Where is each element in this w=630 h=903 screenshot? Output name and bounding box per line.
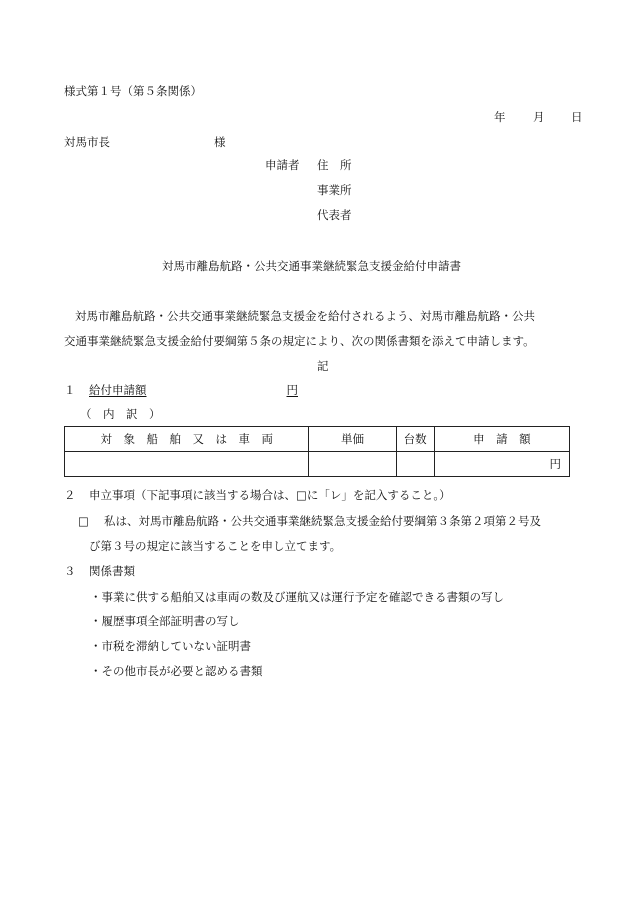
list-item: ・履歴事項全部証明書の写し	[90, 614, 240, 628]
cell-vehicle[interactable]	[65, 452, 309, 477]
list-item: ・市税を滞納していない証明書	[90, 639, 251, 653]
applicant-office-label: 事業所	[317, 183, 352, 197]
breakdown-table	[64, 426, 570, 477]
section-2-label: 申立事項（下記事項に該当する場合は、□に「レ」を記入すること。）	[89, 488, 451, 502]
header-unit-price: 単価	[309, 427, 396, 452]
declaration-line-1: 私は、対馬市離島航路・公共交通事業継続緊急支援金給付要綱第３条第２項第２号及	[104, 514, 541, 528]
body-line-1: 対馬市離島航路・公共交通事業継続緊急支援金を給付されるよう、対馬市離島航路・公共	[75, 309, 535, 323]
section-3-number: ３	[64, 564, 76, 578]
table-header-row	[65, 427, 570, 452]
section-1-label	[89, 383, 298, 397]
cell-unit-price[interactable]	[309, 452, 396, 477]
body-line-2: 交通事業継続緊急支援金給付要綱第５条の規定により、次の関係書類を添えて申請します。	[64, 334, 535, 348]
ki-heading: 記	[317, 359, 329, 373]
table-row	[65, 452, 570, 477]
section-1-label-text: 給付申請額	[89, 383, 147, 397]
applicant-representative-label: 代表者	[317, 208, 352, 222]
declaration-line-2: び第３号の規定に該当することを申し立てます。	[89, 539, 342, 553]
document-title: 対馬市離島航路・公共交通事業継続緊急支援金給付申請書	[162, 259, 461, 273]
header-vehicle: 対 象 船 舶 又 は 車 両	[65, 427, 309, 452]
applicant-address-label: 住 所	[317, 158, 352, 172]
date-month: 月	[533, 110, 545, 124]
header-amount: 申 請 額	[434, 427, 569, 452]
date-year: 年	[494, 110, 506, 124]
section-1-unit: 円	[286, 383, 298, 397]
cell-amount[interactable]: 円	[434, 452, 569, 477]
section-3-label: 関係書類	[89, 564, 135, 578]
applicant-label: 申請者	[265, 158, 300, 172]
declaration-checkbox[interactable]: □	[78, 514, 89, 528]
addressee-name: 対馬市長	[64, 135, 110, 149]
list-item: ・その他市長が必要と認める書類	[90, 664, 263, 678]
list-item: ・事業に供する船舶又は車両の数及び運航又は運行予定を確認できる書類の写し	[90, 590, 504, 604]
header-count: 台数	[396, 427, 434, 452]
cell-count[interactable]	[396, 452, 434, 477]
date-day: 日	[571, 110, 583, 124]
addressee-honorific: 様	[214, 135, 226, 149]
form-number: 様式第１号（第５条関係）	[64, 84, 202, 98]
section-2-number: ２	[64, 488, 76, 502]
section-1-number: １	[64, 383, 76, 397]
breakdown-caption: （ 内 訳 ）	[80, 407, 161, 421]
